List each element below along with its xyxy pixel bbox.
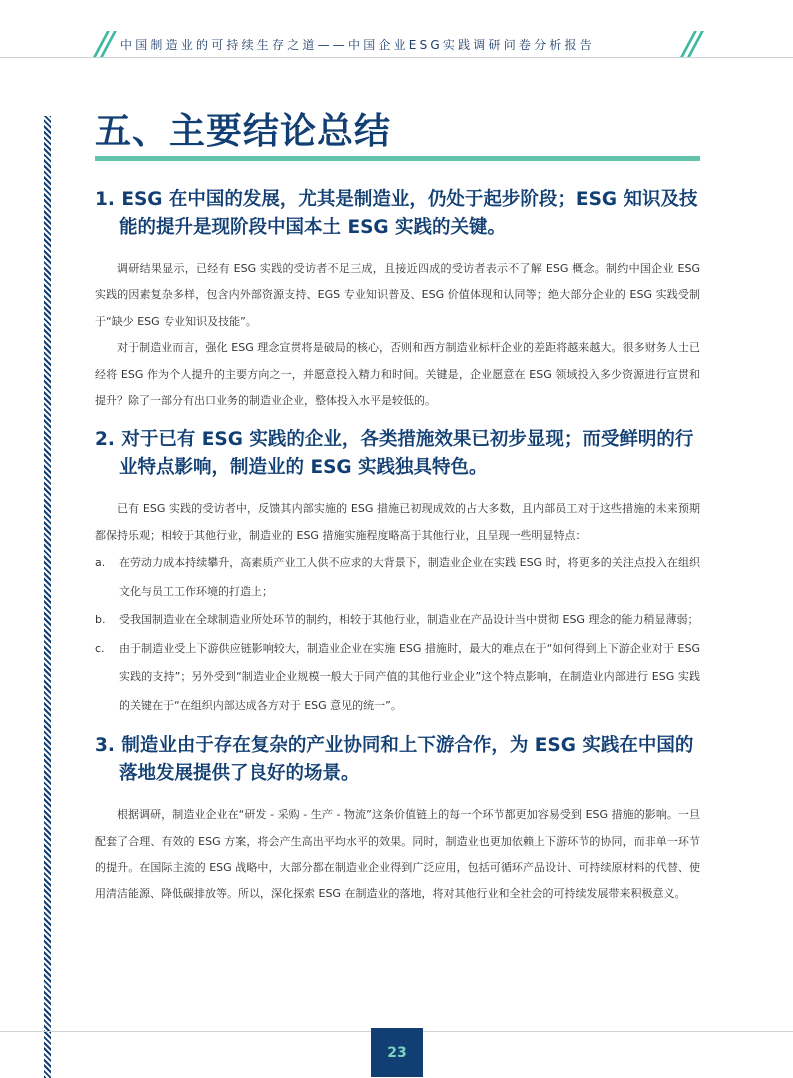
section-1-paragraph-2: 对于制造业而言，强化 ESG 理念宣贯将是破局的核心，否则和西方制造业标杆企业的差距将越来越大。很多财务人士已经将 ESG 作为个人提升的主要方向之一，并愿意投入精力和时间。关键是，企业愿意在 ESG 领域投入多少资源进行宣贯和提升？除了一部分有出口业务的制造业企业，整体投入水平是较低的。 (95, 341, 700, 408)
list-marker: b. (95, 613, 106, 627)
title-underline (95, 156, 700, 161)
section-1-paragraph-1: 调研结果显示，已经有 ESG 实践的受访者不足三成，且接近四成的受访者表示不了解 ESG 概念。制约中国企业 ESG 实践的因素复杂多样，包含内外部资源支持、EGS 专业知识普及、ESG 价值体现和认同等；绝大部分企业的 ESG 实践受制于“缺少 ESG 专业知识及技能”。 (95, 262, 700, 328)
list-marker: c. (95, 641, 105, 655)
header-title: 中国制造业的可持续生存之道——中国企业ESG实践调研问卷分析报告 (120, 38, 595, 52)
page-number: 23 (387, 1044, 407, 1061)
list-marker: a. (95, 556, 106, 570)
list-item-a (95, 549, 700, 606)
page-number-badge (371, 1028, 423, 1077)
section-2-heading: 2. 对于已有 ESG 实践的企业，各类措施效果已初步显现；而受鲜明的行业特点影响，制造业的 ESG 实践独具特色。 (95, 429, 694, 479)
section-3-heading: 3. 制造业由于存在复杂的产业协同和上下游合作，为 ESG 实践在中国的落地发展提供了良好的场景。 (95, 735, 694, 785)
page-title: 五、主要结论总结 (95, 111, 392, 152)
left-stripe-decoration (44, 116, 51, 1078)
section-1-heading: 1. ESG 在中国的发展，尤其是制造业，仍处于起步阶段；ESG 知识及技能的提升是现阶段中国本土 ESG 实践的关键。 (95, 189, 698, 238)
list-text: 在劳动力成本持续攀升，高素质产业工人供不应求的大背景下，制造业企业在实践 ESG 时，将更多的关注点投入在组织文化与员工工作环境的打造上； (119, 556, 700, 598)
page-header (0, 0, 793, 58)
section-spacer (95, 414, 700, 426)
list-item-c (95, 635, 700, 721)
main-content (95, 186, 700, 908)
section-2-paragraph-1: 已有 ESG 实践的受访者中，反馈其内部实施的 ESG 措施已初现成效的占大多数，且内部员工对于这些措施的未来预期都保持乐观；相较于其他行业，制造业的 ESG 措施实施程度略高于其他行业，且呈现一些明显特点： (95, 502, 700, 542)
list-item-b (95, 606, 700, 635)
list-text: 由于制造业受上下游供应链影响较大，制造业企业在实施 ESG 措施时，最大的难点在于“如何得到上下游企业对于 ESG 实践的支持”；另外受到“制造业企业规模一般大于同产值的其他行业企业”这个特点影响，在制造业内部进行 ESG 实践的关键在于“在组织内部达成各方对于 ESG 意见的统一”。 (119, 641, 700, 712)
section-spacer (95, 720, 700, 732)
section-3-paragraph-1: 根据调研，制造业企业在“研发 - 采购 - 生产 - 物流”这条价值链上的每一个环节都更加容易受到 ESG 措施的影响。一旦配套了合理、有效的 ESG 方案，将会产生高出平均水平的效果。同时，制造业也更加依赖上下游环节的协同，而非单一环节的提升。在国际主流的 ESG 战略中，大部分都在制造业企业得到广泛应用，包括可循环产品设计、可持续原材料的代替、使用清洁能源、降低碳排放等。所以，深化探索 ESG 在制造业的落地，将对其他行业和全社会的可持续发展带来积极意义。 (95, 808, 700, 901)
list-text: 受我国制造业在全球制造业所处环节的制约，相较于其他行业，制造业在产品设计当中贯彻 ESG 理念的能力稍显薄弱； (119, 613, 699, 627)
